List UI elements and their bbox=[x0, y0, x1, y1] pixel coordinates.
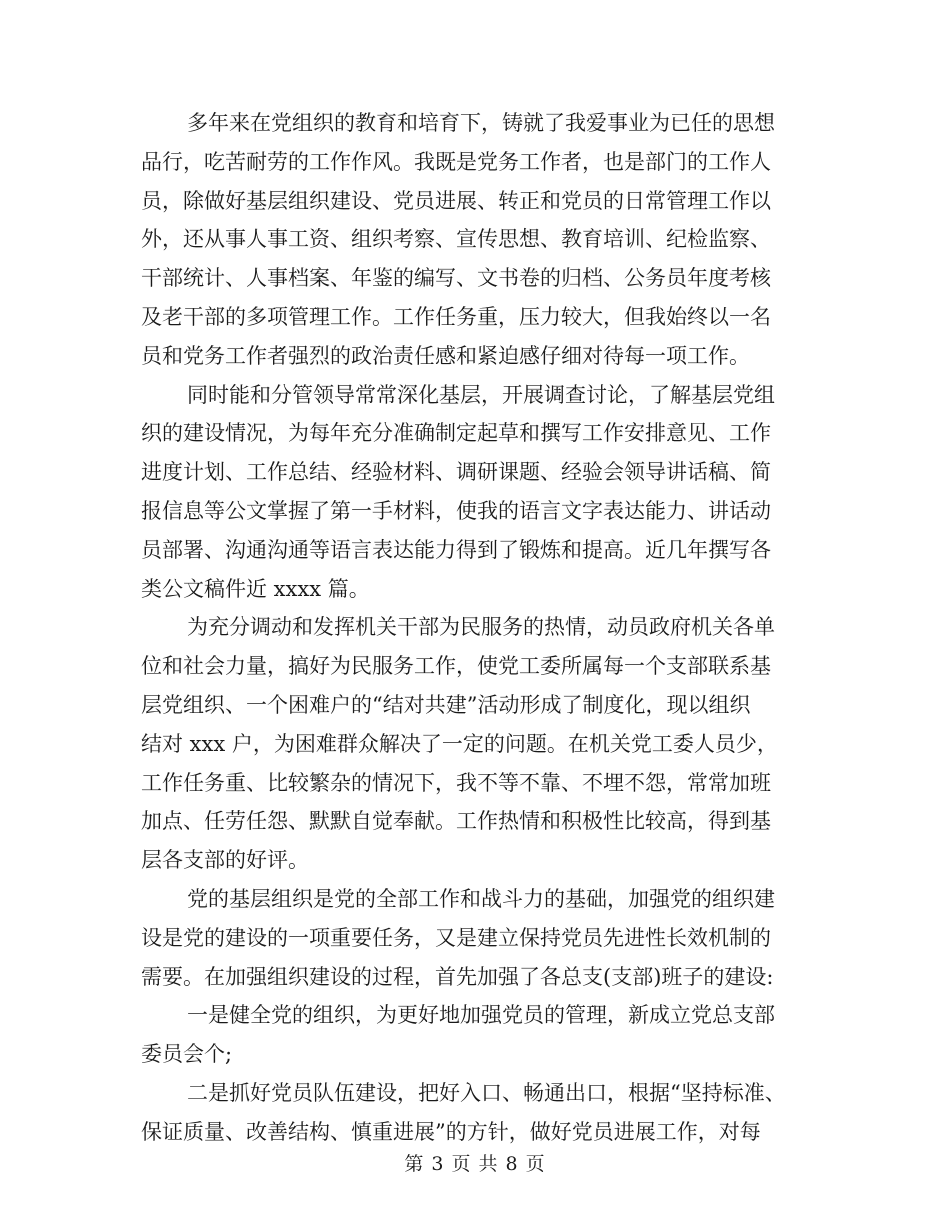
text-line: 员，除做好基层组织建设、党员进展、转正和党员的日常管理工作以 bbox=[141, 188, 771, 213]
document-body bbox=[141, 104, 811, 1152]
text-line: 员部署、沟通沟通等语言表达能力得到了锻炼和提高。近几年撰写各 bbox=[141, 537, 771, 562]
text-line: 委员会个; bbox=[141, 1042, 233, 1067]
text-line: 同时能和分管领导常常深化基层，开展调查讨论，了解基层党组 bbox=[187, 382, 775, 407]
text-line: 织的建设情况，为每年充分准确制定起草和撰写工作安排意见、工作 bbox=[141, 421, 771, 446]
text-line: 进度计划、工作总结、经验材料、调研课题、经验会领导讲话稿、简 bbox=[141, 460, 771, 485]
text-line: 层各支部的好评。 bbox=[141, 848, 309, 873]
text-line: 员和党务工作者强烈的政治责任感和紧迫感仔细对待每一项工作。 bbox=[141, 343, 750, 368]
text-line: 保证质量、改善结构、慎重进展”的方针，做好党员进展工作，对每 bbox=[141, 1119, 761, 1144]
paragraph bbox=[141, 880, 811, 996]
text-line: 一是健全党的组织，为更好地加强党员的管理，新成立党总支部 bbox=[187, 1003, 775, 1028]
text-line: 结对 xxx 户，为困难群众解决了一定的问题。在机关党工委人员少， bbox=[141, 731, 778, 756]
paragraph bbox=[141, 376, 811, 609]
text-line: 为充分调动和发挥机关干部为民服务的热情，动员政府机关各单 bbox=[187, 615, 775, 640]
paragraph bbox=[141, 104, 811, 376]
text-line: 干部统计、人事档案、年鉴的编写、文书卷的归档、公务员年度考核 bbox=[141, 266, 771, 291]
paragraph bbox=[141, 1074, 811, 1152]
text-line: 报信息等公文掌握了第一手材料，使我的语言文字表达能力、讲话动 bbox=[141, 498, 771, 523]
text-line: 位和社会力量，搞好为民服务工作，使党工委所属每一个支部联系基 bbox=[141, 654, 771, 679]
text-line: 类公文稿件近 xxxx 篇。 bbox=[141, 576, 370, 601]
text-line: 工作任务重、比较繁杂的情况下，我不等不靠、不埋不怨，常常加班 bbox=[141, 770, 771, 795]
text-line: 需要。在加强组织建设的过程，首先加强了各总支(支部)班子的建设: bbox=[141, 964, 774, 989]
paragraph bbox=[141, 996, 811, 1074]
text-line: 党的基层组织是党的全部工作和战斗力的基础，加强党的组织建 bbox=[187, 886, 775, 911]
text-line: 设是党的建设的一项重要任务，又是建立保持党员先进性长效机制的 bbox=[141, 925, 771, 950]
text-line: 加点、任劳任怨、默默自觉奉献。工作热情和积极性比较高，得到基 bbox=[141, 809, 771, 834]
text-line: 外，还从事人事工资、组织考察、宣传思想、教育培训、纪检监察、 bbox=[141, 227, 771, 252]
page-number-footer: 第 3 页 共 8 页 bbox=[404, 1153, 546, 1175]
paragraph bbox=[141, 608, 811, 880]
text-line: 多年来在党组织的教育和培育下，铸就了我爱事业为已任的思想 bbox=[187, 111, 775, 135]
text-line: 层党组织、一个困难户的“结对共建”活动形成了制度化，现以组织 bbox=[141, 692, 751, 717]
text-line: 二是抓好党员队伍建设，把好入口、畅通出口，根据“坚持标准、 bbox=[187, 1080, 786, 1105]
text-line: 及老干部的多项管理工作。工作任务重，压力较大，但我始终以一名 bbox=[141, 304, 771, 329]
text-line: 品行，吃苦耐劳的工作作风。我既是党务工作者，也是部门的工作人 bbox=[141, 149, 771, 174]
